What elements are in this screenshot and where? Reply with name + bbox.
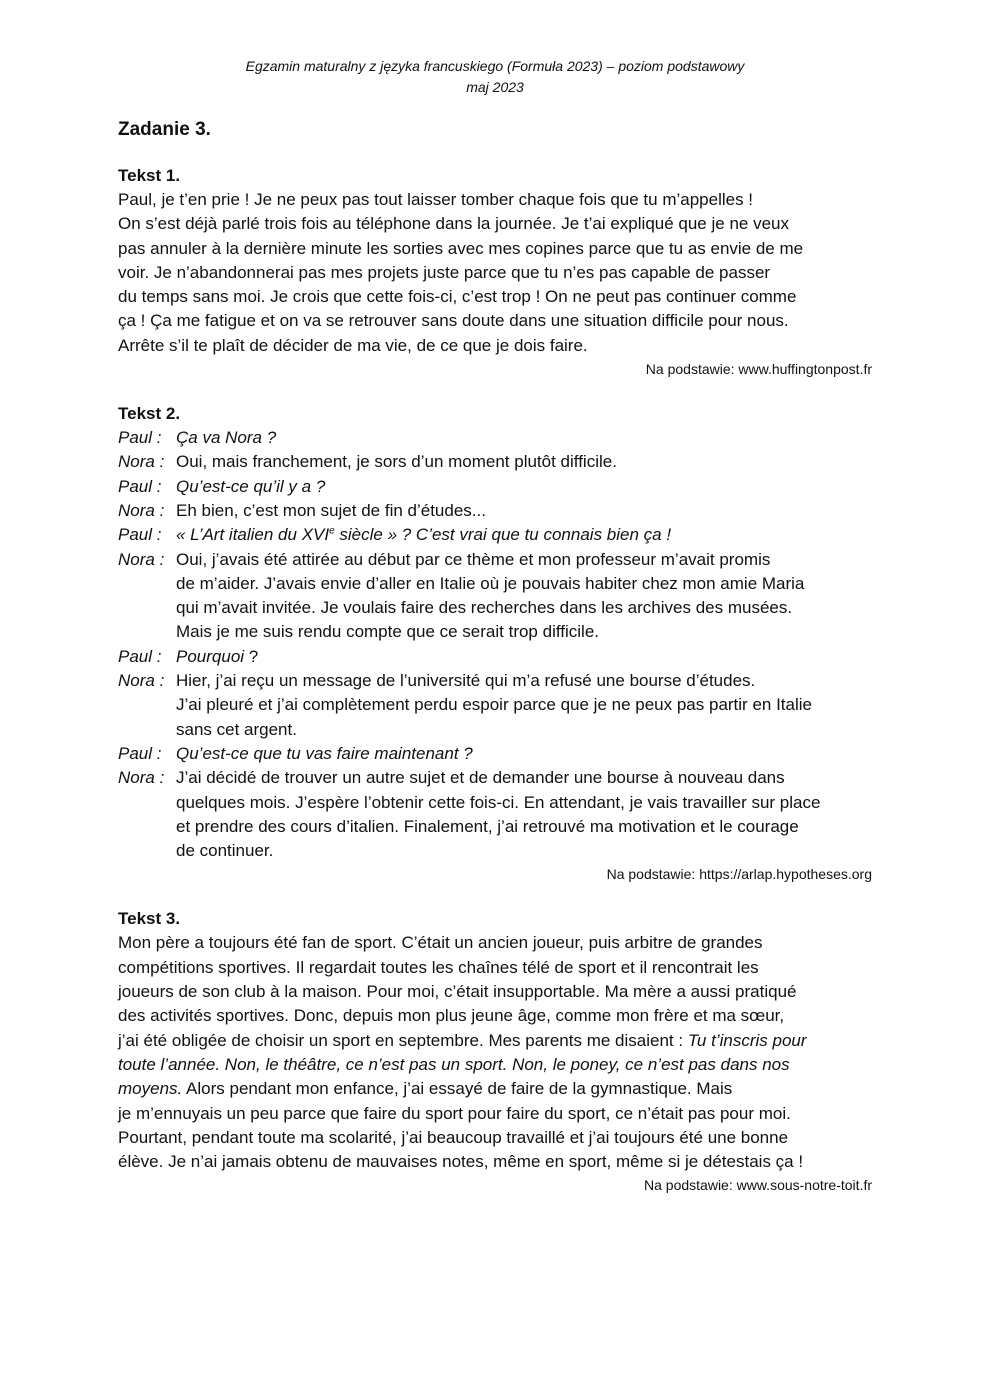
dialogue-turn <box>118 766 878 863</box>
speaker-label: Nora : <box>118 768 165 788</box>
text-3-line: je m’ennuyais un peu parce que faire du sport pour faire du sport, ce n’était pas pour moi. <box>118 1103 791 1123</box>
speaker-label: Nora : <box>118 452 165 472</box>
task-title: Zadanie 3. <box>118 119 211 140</box>
text-1-title: Tekst 1. <box>118 166 181 185</box>
quoted-speech: moyens. <box>118 1079 183 1099</box>
text-3-section <box>118 907 878 1196</box>
speaker-label: Paul : <box>118 428 162 448</box>
text-3-line: compétitions sportives. Il regardait toutes les chaînes télé de sport et il rencontrait les <box>118 957 759 977</box>
dialogue-line: et prendre des cours d’italien. Finalement, j’ai retrouvé ma motivation et le courage <box>176 816 799 836</box>
dialogue-line: J’ai pleuré et j’ai complètement perdu espoir parce que je ne peux pas partir en Italie <box>176 695 812 715</box>
dialogue-turn <box>118 742 878 766</box>
dialogue-line: Oui, mais franchement, je sors d’un moment plutôt difficile. <box>176 452 617 472</box>
dialogue-line: de m’aider. J’avais envie d’aller en Italie où je pouvais habiter chez mon amie Maria <box>176 573 805 593</box>
text-3-line <box>118 1077 878 1101</box>
dialogue-turn <box>118 475 878 499</box>
dialogue-line: Qu’est-ce qu’il y a ? <box>176 476 326 496</box>
text-3-title: Tekst 3. <box>118 909 181 929</box>
speaker-label: Paul : <box>118 646 162 666</box>
dialogue-line-part: siècle » ? C’est vrai que tu connais bien ça ! <box>334 525 672 545</box>
dialogue-turn <box>118 499 878 523</box>
text-3-line: joueurs de son club à la maison. Pour moi, c’était insupportable. Ma mère a aussi pratiqué <box>118 982 797 1002</box>
text-1-line: On s’est déjà parlé trois fois au téléphone dans la journée. Je t’ai expliqué que je ne veux <box>118 214 789 234</box>
exam-date: maj 2023 <box>466 79 524 95</box>
exam-title: Egzamin maturalny z języka francuskiego (Formuła 2023) – poziom podstawowy <box>245 58 745 74</box>
dialogue-turn <box>118 450 878 474</box>
text-3-line <box>118 1029 878 1053</box>
text-3-line: Pourtant, pendant toute ma scolarité, j’ai beaucoup travaillé et j’ai toujours été une bonne <box>118 1127 789 1147</box>
text-2-source: Na podstawie: https://arlap.hypotheses.org <box>606 866 872 883</box>
speaker-label: Paul : <box>118 476 162 496</box>
dialogue-line: qui m’avait invitée. Je voulais faire des recherches dans les archives des musées. <box>176 598 793 618</box>
text-1-line: ça ! Ça me fatigue et on va se retrouver sans doute dans une situation difficile pour nous. <box>118 311 789 331</box>
text-1-section <box>118 164 878 380</box>
dialogue-line: Qu’est-ce que tu vas faire maintenant ? <box>176 743 473 763</box>
text-1-line: Arrête s’il te plaît de décider de ma vie, de ce que je dois faire. <box>118 335 588 355</box>
dialogue-line-part: « L’Art italien du XVI <box>176 525 330 545</box>
text-1-line: Paul, je t’en prie ! Je ne peux pas tout laisser tomber chaque fois que tu m’appelles ! <box>118 190 754 209</box>
quoted-speech: Tu t’inscris pour <box>687 1030 807 1050</box>
dialogue-line: Oui, j’avais été attirée au début par ce thème et mon professeur m’avait promis <box>176 549 771 569</box>
dialogue-turn <box>118 548 878 645</box>
text-3-line: Mon père a toujours été fan de sport. C’était un ancien joueur, puis arbitre de grandes <box>118 933 763 953</box>
dialogue-turn <box>118 669 878 742</box>
dialogue-line <box>176 523 878 547</box>
dialogue-line-part: ? <box>244 646 259 666</box>
dialogue-line: J’ai décidé de trouver un autre sujet et de demander une bourse à nouveau dans <box>176 768 785 788</box>
speaker-label: Paul : <box>118 743 162 763</box>
speaker-label: Paul : <box>118 525 162 545</box>
text-3-line-part: Alors pendant mon enfance, j’ai essayé de faire de la gymnastique. Mais <box>182 1079 733 1099</box>
dialogue-line <box>176 645 878 669</box>
superscript-e: e <box>329 525 335 537</box>
dialogue-turn <box>118 523 878 547</box>
text-1-line: pas annuler à la dernière minute les sorties avec mes copines parce que tu as envie de me <box>118 238 804 258</box>
task-content <box>118 118 878 1218</box>
page-header <box>0 56 990 98</box>
dialogue-line: de continuer. <box>176 841 274 861</box>
text-3-line: élève. Je n’ai jamais obtenu de mauvaises notes, même en sport, même si je détestais ça ! <box>118 1152 804 1172</box>
dialogue-line: Mais je me suis rendu compte que ce serait trop difficile. <box>176 622 599 642</box>
speaker-label: Nora : <box>118 500 165 520</box>
dialogue-turn <box>118 426 878 450</box>
dialogue-line: Ça va Nora ? <box>176 428 277 448</box>
text-2-section <box>118 402 878 885</box>
quoted-speech: toute l’année. Non, le théâtre, ce n’est pas un sport. Non, le poney, ce n’est pas dans nos <box>118 1054 790 1074</box>
text-1-line: du temps sans moi. Je crois que cette fois-ci, c’est trop ! On ne peut pas continuer comme <box>118 287 797 307</box>
speaker-label: Nora : <box>118 549 165 569</box>
dialogue-line: quelques mois. J’espère l’obtenir cette fois-ci. En attendant, je vais travailler sur place <box>176 792 821 812</box>
text-3-line: des activités sportives. Donc, depuis mon plus jeune âge, comme mon frère et ma sœur, <box>118 1006 785 1026</box>
dialogue-line: Hier, j’ai reçu un message de l’université qui m’a refusé une bourse d’études. <box>176 671 756 691</box>
text-3-source: Na podstawie: www.sous-notre-toit.fr <box>644 1177 872 1194</box>
speaker-label: Nora : <box>118 671 165 691</box>
dialogue-turn <box>118 645 878 669</box>
text-1-source: Na podstawie: www.huffingtonpost.fr <box>645 361 872 378</box>
text-3-line-part: j’ai été obligée de choisir un sport en septembre. Mes parents me disaient : <box>118 1030 688 1050</box>
dialogue-line: Eh bien, c’est mon sujet de fin d’études... <box>176 500 486 520</box>
dialogue-line-part: Pourquoi <box>176 646 245 666</box>
dialogue-line: sans cet argent. <box>176 719 297 739</box>
text-1-line: voir. Je n’abandonnerai pas mes projets juste parce que tu n’es pas capable de passer <box>118 262 771 282</box>
text-2-title: Tekst 2. <box>118 404 181 424</box>
